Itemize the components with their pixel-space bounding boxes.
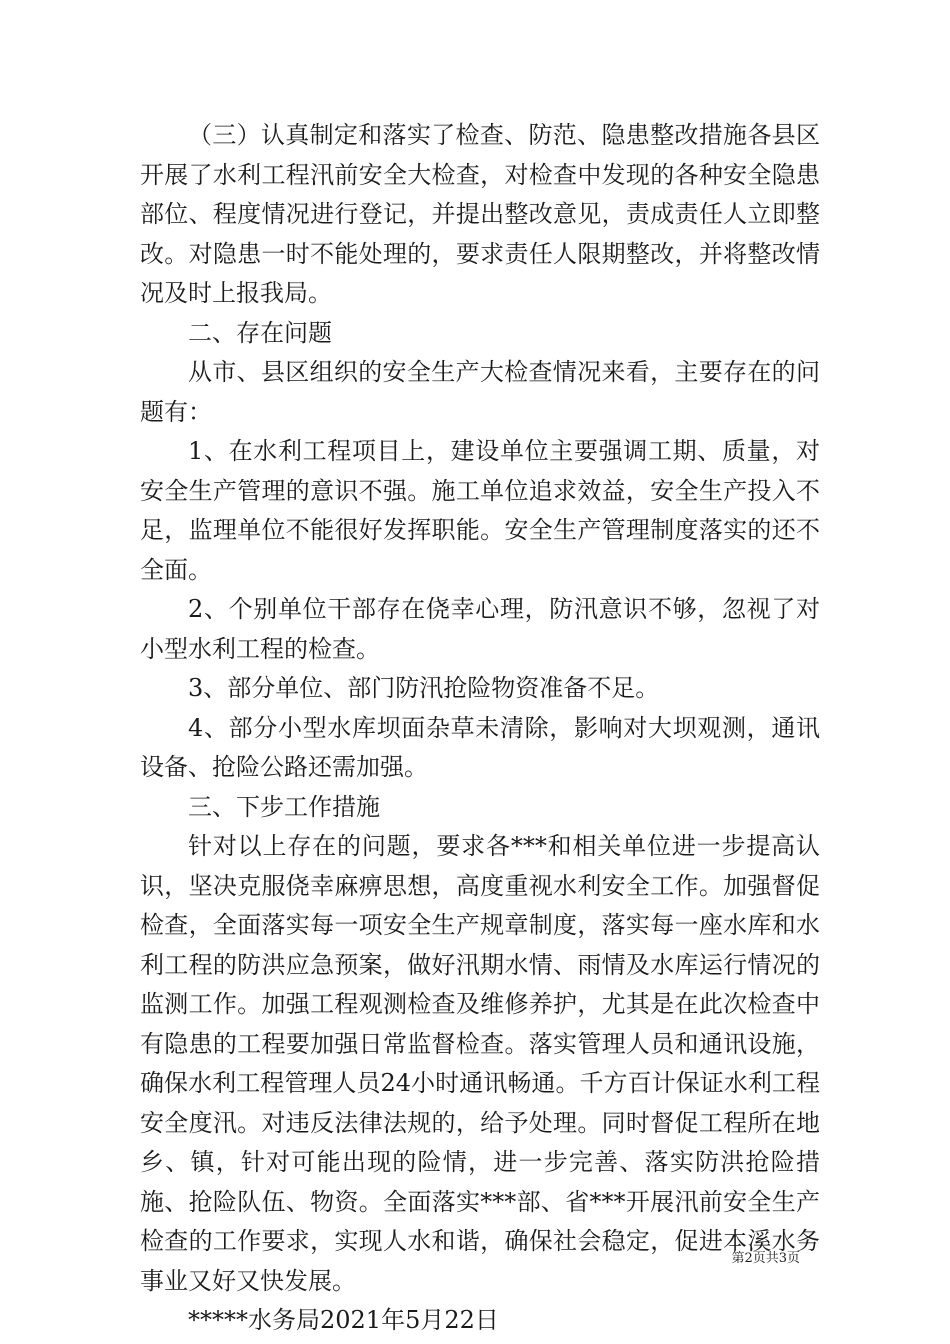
page-number: 第2页共3页 [731,1251,800,1266]
signature-date: *****水务局2021年5月22日 [188,1306,499,1334]
paragraph-problems-intro: 从市、县区组织的安全生产大检查情况来看，主要存在的问题有： [140,358,820,426]
document-body [140,116,820,1341]
paragraph-rectification-measures: （三）认真制定和落实了检查、防范、隐患整改措施各县区开展了水利工程汛前安全大检查，对检查中发现的各种安全隐患部位、程度情况进行登记，并提出整改意见，责成责任人立即整改。对隐患一时不能处理的，要求责任人限期整改，并将整改情况及时上报我局。 [140,121,820,307]
heading-existing-problems: 二、存在问题 [188,318,332,347]
paragraph-next-steps: 针对以上存在的问题，要求各***和相关单位进一步提高认识，坚决克服侥幸麻痹思想，高度重视水利安全工作。加强督促检查，全面落实每一项安全生产规章制度，落实每一座水库和水利工程的防洪应急预案，做好汛期水情、雨情及水库运行情况的监测工作。加强工程观测检查及维修养护，尤其是在此次检查中有隐患的工程要加强日常监督检查。落实管理人员和通讯设施，确保水利工程管理人员24小时通讯畅通。千方百计保证水利工程安全度汛。对违反法律法规的，给予处理。同时督促工程所在地乡、镇，针对可能出现的险情，进一步完善、落实防洪抢险措施、抢险队伍、物资。全面落实***部、省***开展汛前安全生产检查的工作要求，实现人水和谐，确保社会稳定，促进本溪水务事业又好又快发展。 [140,832,820,1295]
heading-next-steps: 三、下步工作措施 [188,792,380,821]
paragraph-problem-4: 4、部分小型水库坝面杂草未清除，影响对大坝观测，通讯设备、抢险公路还需加强。 [140,713,820,781]
paragraph-problem-3: 3、部分单位、部门防汛抢险物资准备不足。 [188,674,660,702]
paragraph-problem-1: 1、在水利工程项目上，建设单位主要强调工期、质量，对安全生产管理的意识不强。施工单位追求效益，安全生产投入不足，监理单位不能很好发挥职能。安全生产管理制度落实的还不全面。 [140,437,820,584]
paragraph-problem-2: 2、个别单位干部存在侥幸心理，防汛意识不够，忽视了对小型水利工程的检查。 [140,595,820,663]
